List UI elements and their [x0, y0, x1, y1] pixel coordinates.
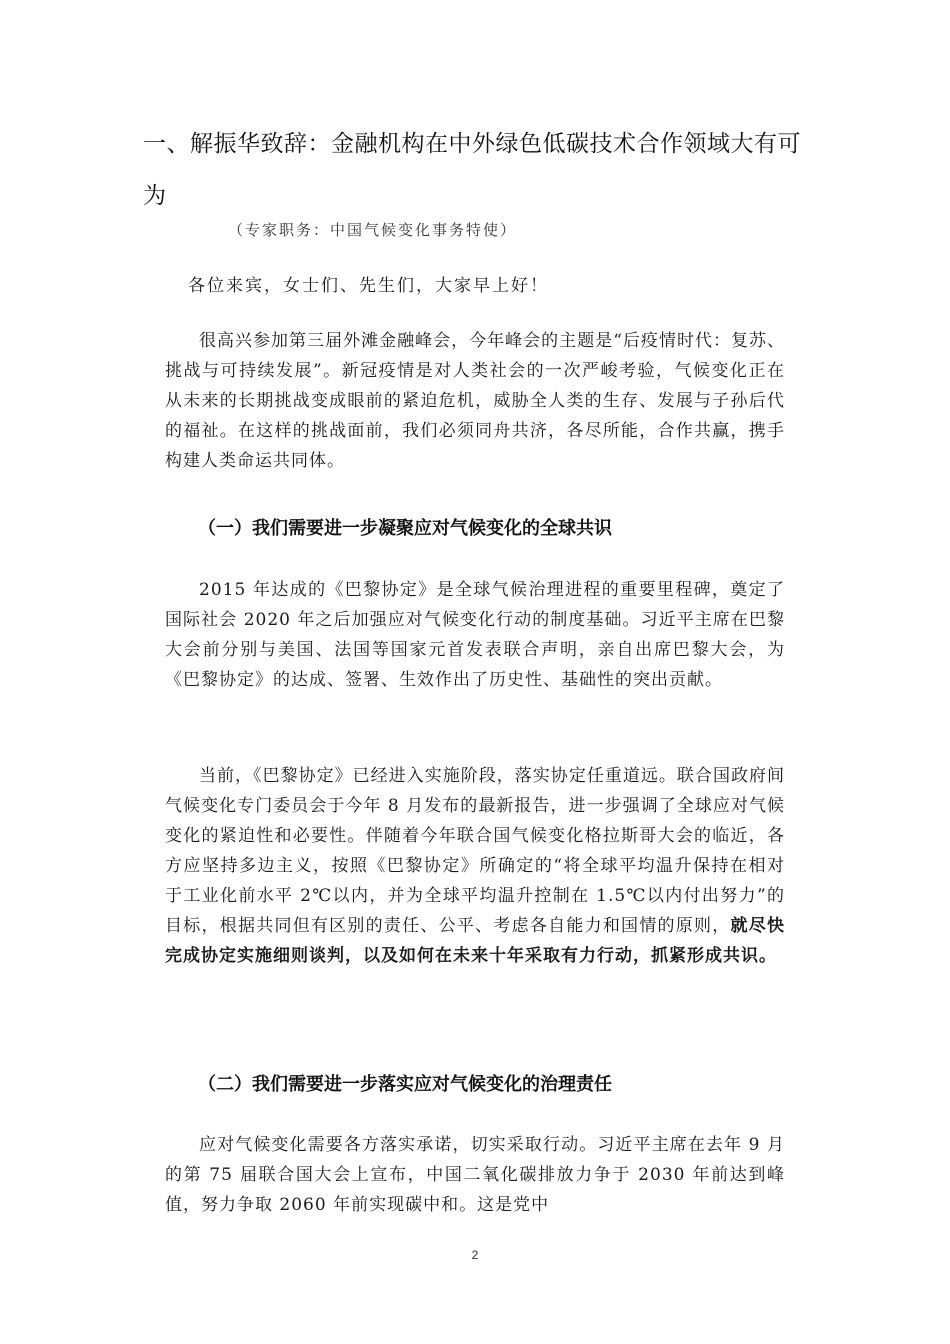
section2-paragraph-1: 应对气候变化需要各方落实承诺，切实采取行动。习近平主席在去年 9 月的第 75 届联合国大会上宣布，中国二氧化碳排放力争于 2030 年前达到峰值，努力争取 2060 年前实现碳中和。这是党中 — [165, 1135, 785, 1215]
section1-paragraph-2 — [165, 761, 785, 971]
section-heading-1: （一）我们需要进一步凝聚应对气候变化的全球共识 — [198, 518, 612, 539]
page-number: 2 — [471, 1248, 479, 1262]
expert-role: （专家职务：中国气候变化事务特使） — [228, 221, 518, 239]
section1-paragraph-2-text: 当前，《巴黎协定》已经进入实施阶段，落实协定任重道远。联合国政府间气候变化专门委员会于今年 8 月发布的最新报告，进一步强调了全球应对气候变化的紧迫性和必要性。伴随着今年联合国气候变化格拉斯哥大会的临近，各方应坚持多边主义，按照《巴黎协定》所确定的“将全球平均温升保持在相对于工业化前水平 2℃以内，并为全球平均温升控制在 1.5℃以内付出努力”的目标，根据共同但有区别的责任、公平、考虑各自能力和国情的原则， — [165, 766, 785, 936]
intro-paragraph: 很高兴参加第三届外滩金融峰会，今年峰会的主题是“后疫情时代：复苏、挑战与可持续发展”。新冠疫情是对人类社会的一次严峻考验，气候变化正在从未来的长期挑战变成眼前的紧迫危机，威胁全人类的生存、发展与子孙后代的福祉。在这样的挑战面前，我们必须同舟共济，各尽所能，合作共赢，携手构建人类命运共同体。 — [165, 331, 785, 471]
section-heading-2: （二）我们需要进一步落实应对气候变化的治理责任 — [198, 1074, 612, 1095]
section1-paragraph-1: 2015 年达成的《巴黎协定》是全球气候治理进程的重要里程碑，奠定了国际社会 2020 年之后加强应对气候变化行动的制度基础。习近平主席在巴黎大会前分别与美国、法国等国家元首发表联合声明，亲自出席巴黎大会，为《巴黎协定》的达成、签署、生效作出了历史性、基础性的突出贡献。 — [165, 580, 785, 690]
section1-paragraph-2-emphasis: 就尽快完成协定实施细则谈判，以及如何在未来十年采取有力行动，抓紧形成共识。 — [165, 916, 786, 966]
greeting: 各位来宾，女士们、先生们，大家早上好！ — [188, 276, 549, 296]
page-title: 一、解振华致辞：金融机构在中外绿色低碳技术合作领域大有可为 — [143, 131, 801, 209]
